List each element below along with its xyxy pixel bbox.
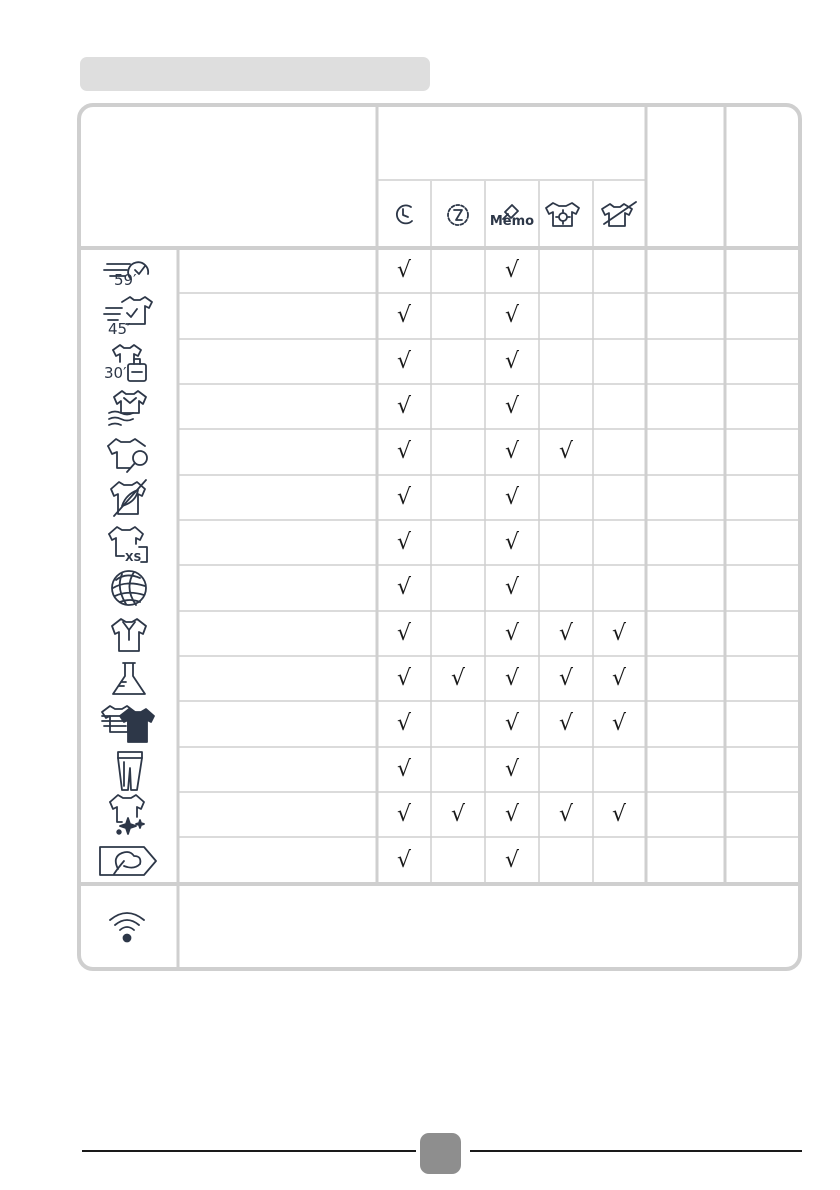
hygiene-icon (113, 663, 145, 694)
checkmark: √ (396, 756, 412, 782)
checkmark: √ (396, 439, 412, 464)
checkmark: √ (504, 393, 520, 419)
checkmark: √ (504, 303, 520, 328)
rapid-45-label: 45′ (108, 320, 131, 338)
checkmark: √ (396, 348, 412, 374)
shirts-icon (112, 619, 146, 651)
wool-icon (112, 571, 146, 605)
delicates-icon (111, 480, 146, 516)
checkmark: √ (504, 439, 520, 464)
checkmark: √ (396, 393, 412, 419)
checkmark: √ (504, 620, 520, 646)
checkmark: √ (611, 665, 627, 691)
mixed-dark-icon (102, 706, 154, 742)
checkmark: √ (611, 620, 627, 646)
memo-label: Memo (489, 214, 535, 229)
checkmark: √ (450, 665, 466, 691)
checkmark: √ (611, 711, 627, 736)
checkmark: √ (396, 257, 412, 283)
checkmark: √ (558, 665, 574, 691)
checkmark: √ (396, 529, 412, 555)
checkmark: √ (396, 711, 412, 736)
rapid-59-label: 59′ (114, 271, 137, 289)
checkmark: √ (504, 257, 520, 283)
easy-iron-icon (602, 202, 636, 226)
checkmark: √ (611, 801, 627, 827)
checkmark: √ (558, 711, 574, 736)
footer-rule-left (82, 1150, 416, 1152)
checkmark: √ (450, 801, 466, 827)
checkmark: √ (504, 484, 520, 510)
rinse-spin-icon (109, 391, 146, 425)
checkmark: √ (396, 303, 412, 328)
checkmark: √ (396, 847, 412, 873)
page-number-badge (420, 1133, 461, 1174)
small-load-icon (109, 527, 147, 564)
extra-rinse-icon (546, 203, 579, 226)
quick-wash-icon (448, 205, 468, 225)
checkmark: √ (396, 620, 412, 646)
checkmark: √ (504, 847, 520, 873)
checkmark: √ (558, 620, 574, 646)
sport-icon (108, 439, 147, 472)
checkmark: √ (558, 801, 574, 827)
wifi-icon (110, 913, 144, 942)
checkmark: √ (504, 756, 520, 782)
footer-rule-right (470, 1150, 802, 1152)
checkmark: √ (504, 575, 520, 600)
checkmark: √ (558, 439, 574, 464)
checkmark: √ (396, 801, 412, 827)
checkmark: √ (396, 575, 412, 600)
svg-text:XS: XS (125, 551, 142, 564)
checkmark: √ (504, 348, 520, 374)
checkmark: √ (504, 665, 520, 691)
jeans-icon (118, 752, 142, 790)
rapid-30-label: 30′ (104, 364, 127, 382)
checkmark: √ (504, 711, 520, 736)
checkmark: √ (396, 665, 412, 691)
allergy-care-icon (110, 795, 144, 834)
delay-start-icon (397, 205, 412, 223)
checkmark: √ (504, 529, 520, 555)
eco-cotton-icon (100, 847, 156, 875)
checkmark: √ (396, 484, 412, 510)
checkmark: √ (504, 801, 520, 827)
